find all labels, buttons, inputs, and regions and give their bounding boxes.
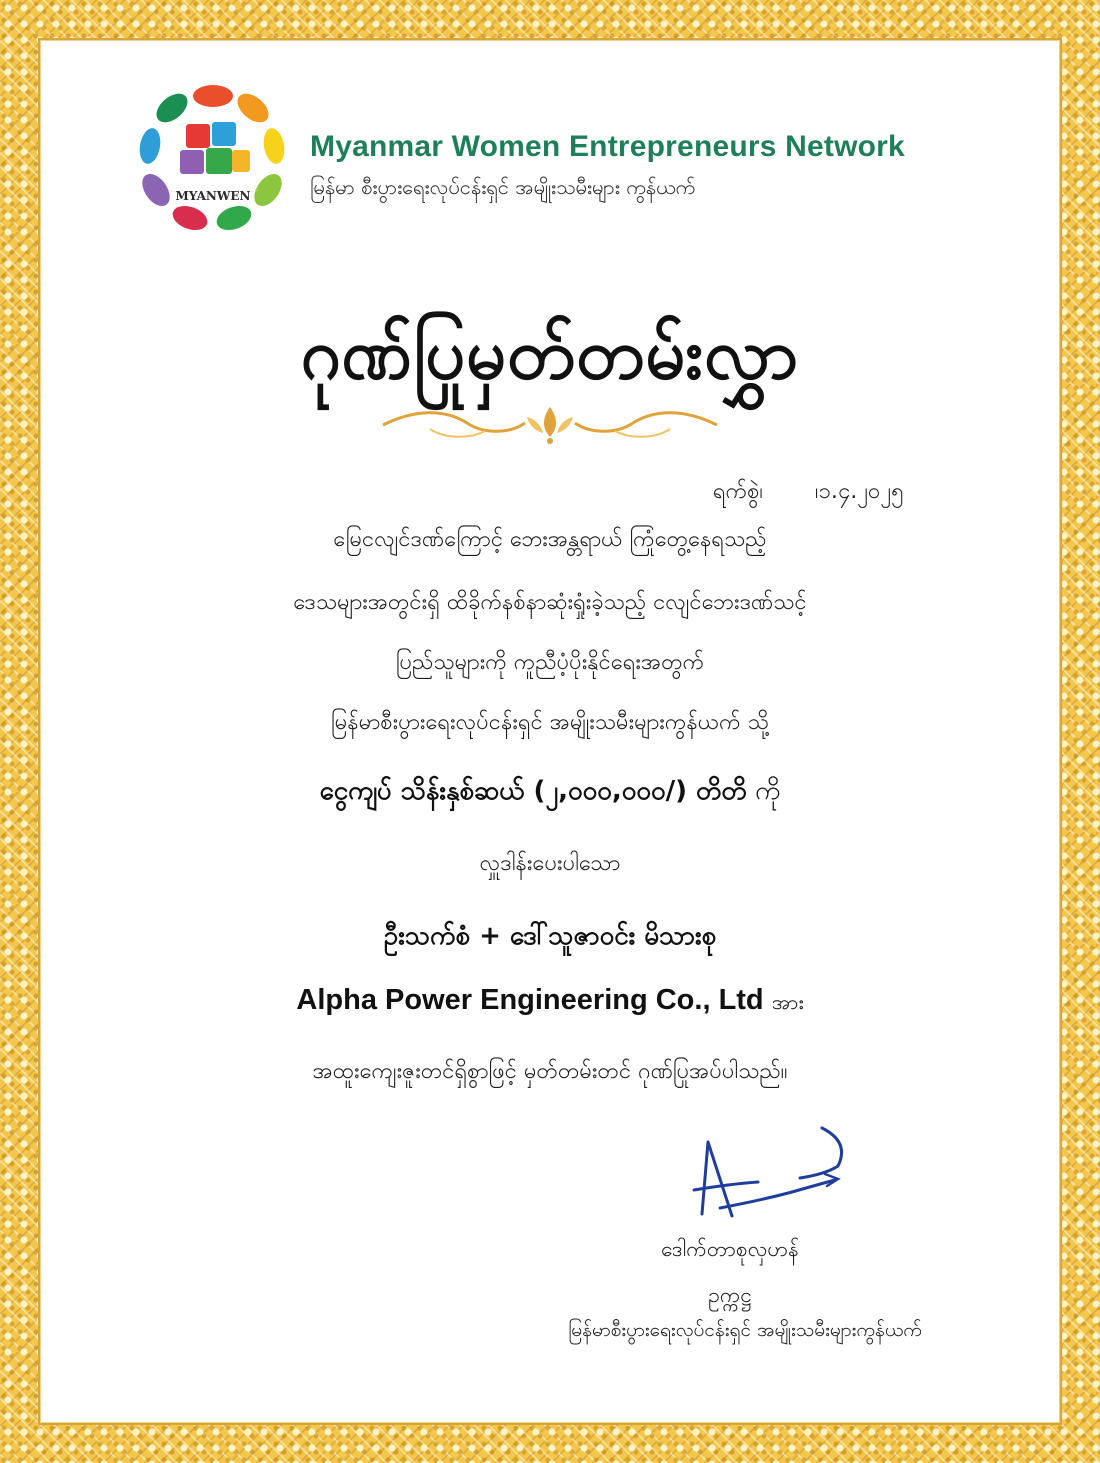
org-name-myanmar: မြန်မာ စီးပွားရေးလုပ်ငန်းရှင် အမျိုးသမီးများ ကွန်ယက် bbox=[310, 175, 696, 199]
company-line bbox=[135, 984, 965, 1019]
org-name-english: Myanmar Women Entrepreneurs Network bbox=[310, 130, 905, 163]
donation-amount-suffix: ကို bbox=[754, 776, 781, 806]
body-line-3: ပြည်သူများကို ကူညီပံ့ပိုးနိုင်ရေးအတွက် bbox=[395, 650, 705, 675]
ornament-divider bbox=[375, 403, 725, 445]
date-value: ၊၁.၄.၂၀၂၅ bbox=[815, 479, 904, 504]
donation-amount-line bbox=[135, 773, 965, 812]
signature bbox=[680, 1122, 855, 1234]
signer-name: ဒေါက်တာစုလှဟန် bbox=[661, 1237, 799, 1261]
donation-amount: ငွေကျပ် သိန်းနှစ်ဆယ် (၂,၀၀၀,၀၀၀/) တိတိ bbox=[319, 776, 747, 806]
certificate-title: ဂုဏ်ပြုမှတ်တမ်းလွှာ bbox=[300, 312, 800, 395]
body-line-1: မြေငလျင်ဒဏ်ကြောင့် ဘေးအန္တရာယ် ကြုံတွေ့နေရသည့် bbox=[333, 527, 767, 552]
myanwen-logo bbox=[128, 72, 298, 242]
company-name: Alpha Power Engineering Co., Ltd bbox=[296, 984, 764, 1016]
body-line-5: လှူဒါန်းပေးပါသော bbox=[479, 851, 621, 876]
logo-text: MYANWEN bbox=[175, 189, 251, 203]
date-row bbox=[713, 476, 904, 509]
closing-line: အထူးကျေးဇူးတင်ရှိစွာဖြင့် မှတ်တမ်းတင် ဂုဏ်ပြုအပ်ပါသည်။ bbox=[312, 1059, 788, 1084]
header bbox=[128, 72, 948, 262]
body-line-2: ဒေသများအတွင်းရှိ ထိခိုက်နစ်နာဆုံးရှုံးခဲ့သည့် ငလျင်ဘေးဒဏ်သင့် bbox=[293, 590, 807, 615]
signer-role: ဥက္ကဋ္ဌ bbox=[708, 1283, 752, 1307]
date-label: ရက်စွဲ၊ bbox=[713, 479, 764, 504]
company-suffix: အား bbox=[771, 990, 804, 1014]
body-line-4: မြန်မာစီးပွားရေးလုပ်ငန်းရှင် အမျိုးသမီးများကွန်ယက် သို့ bbox=[331, 710, 769, 735]
donor-name: ဦးသက်စံ + ဒေါ်သူဇာဝင်း မိသားစု bbox=[383, 921, 717, 951]
signer-organization: မြန်မာစီးပွားရေးလုပ်ငန်းရှင် အမျိုးသမီးများကွန်ယက် bbox=[568, 1319, 922, 1341]
